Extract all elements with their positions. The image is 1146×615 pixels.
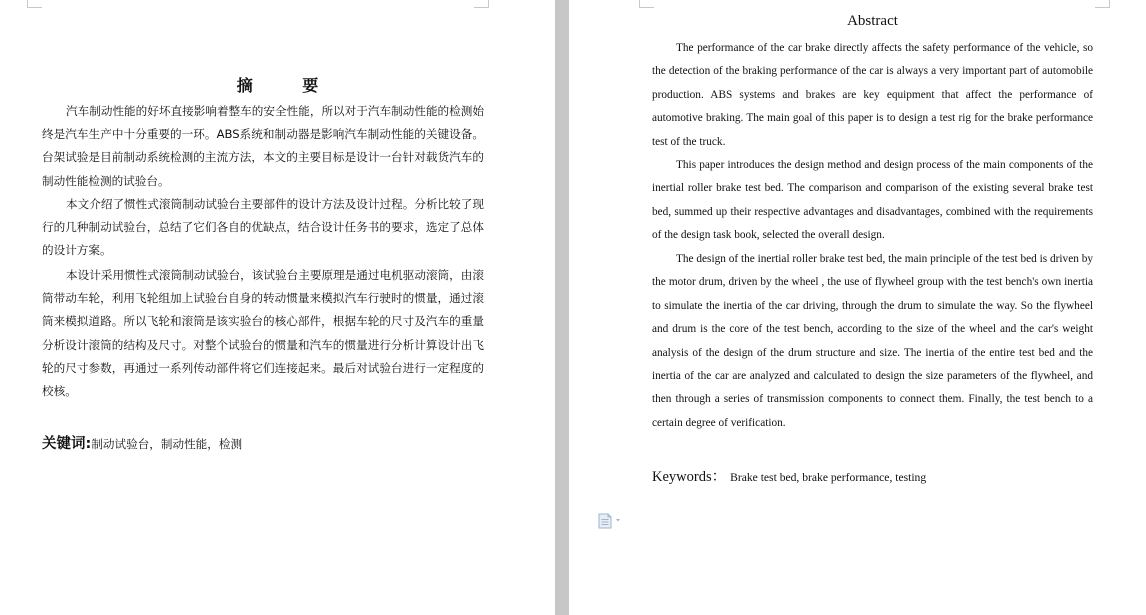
chinese-keywords-line[interactable] — [42, 432, 242, 453]
chinese-keywords-text: 制动试验台，制动性能，检测 — [91, 437, 243, 451]
chinese-abstract-paragraph-3[interactable]: 本设计采用惯性式滚筒制动试验台，该试验台主要原理是通过电机驱动滚筒，由滚筒带动车轮，利用飞轮组加上试验台自身的转动惯量来模拟汽车行驶时的惯量，通过滚筒来模拟道路。所以飞轮和滚筒是该实验台的核心部件，根据车轮的尺寸及汽车的重量分析设计滚筒的结构及尺寸。对整个试验台的惯量和汽车的惯量进行分析计算设计出飞轮的尺寸参数，再通过一系列传动部件将它们连接起来。最后对试验台进行一定程度的校核。 — [42, 268, 484, 399]
chevron-down-icon — [616, 519, 620, 522]
chinese-abstract-page — [0, 0, 555, 615]
chinese-abstract-title[interactable]: 摘 要 — [236, 76, 341, 95]
english-abstract-paragraph-3[interactable]: The design of the inertial roller brake test bed, the main principle of the test bed is driven by the motor drum, driven by the wheel , the use of flywheel group with the test bench's own inertia to simulate the inertia of the car driving, through the drum to simulate the way. So the flywheel and drum is the core of the test bench, according to the size of the wheel and the car's weight analysis of the design of the drum structure and size. The inertia of the entire test bed and the inertia of the car are analyzed and calculated to design the size parameters of the flywheel, and then through a series of transmission components to connect them. Finally, the test bench to a certain degree of verification. — [652, 253, 1093, 429]
paste-options-button[interactable] — [598, 512, 628, 530]
clipboard-document-icon — [598, 512, 628, 530]
chinese-abstract-paragraph-2[interactable]: 本文介绍了惯性式滚筒制动试验台主要部件的设计方法及设计过程。分析比较了现行的几种制动试验台，总结了它们各自的优缺点，结合设计任务书的要求，选定了总体的设计方案。 — [42, 197, 484, 258]
english-keywords-label: Keywords： — [652, 469, 727, 485]
english-abstract-paragraph-1[interactable]: The performance of the car brake directly affects the safety performance of the vehicle, so the detection of the braking performance of the car is always a very important part of automobile production. ABS systems and brakes are key equipment that affect the performance of automotive braking. The main goal of this paper is to design a test rig for the brake performance test of the truck. — [652, 42, 1093, 148]
english-abstract-paragraph-2[interactable]: This paper introduces the design method and design process of the main components of the inertial roller brake test bed. The comparison and comparison of the existing several brake test bed, summed up their respective advantages and disadvantages, combined with the requirements of the design task book, selected the overall design. — [652, 159, 1093, 242]
chinese-keywords-label: 关键词: — [42, 436, 92, 452]
english-keywords-line[interactable] — [652, 465, 926, 486]
corner-crop-mark — [27, 0, 42, 8]
corner-crop-mark — [474, 0, 489, 8]
english-abstract-page — [569, 0, 1146, 615]
page-gutter — [555, 0, 569, 615]
english-keywords-text: Brake test bed, brake performance, testing — [730, 471, 927, 484]
corner-crop-mark — [1095, 0, 1110, 8]
chinese-abstract-paragraph-1[interactable]: 汽车制动性能的好坏直接影响着整车的安全性能，所以对于汽车制动性能的检测始终是汽车生产中十分重要的一环。ABS系统和制动器是影响汽车制动性能的关键设备。台架试验是目前制动系统检测的主流方法，本文的主要目标是设计一台针对载货汽车的制动性能检测的试验台。 — [42, 104, 484, 188]
english-abstract-title[interactable]: Abstract — [847, 13, 898, 29]
corner-crop-mark — [639, 0, 654, 8]
